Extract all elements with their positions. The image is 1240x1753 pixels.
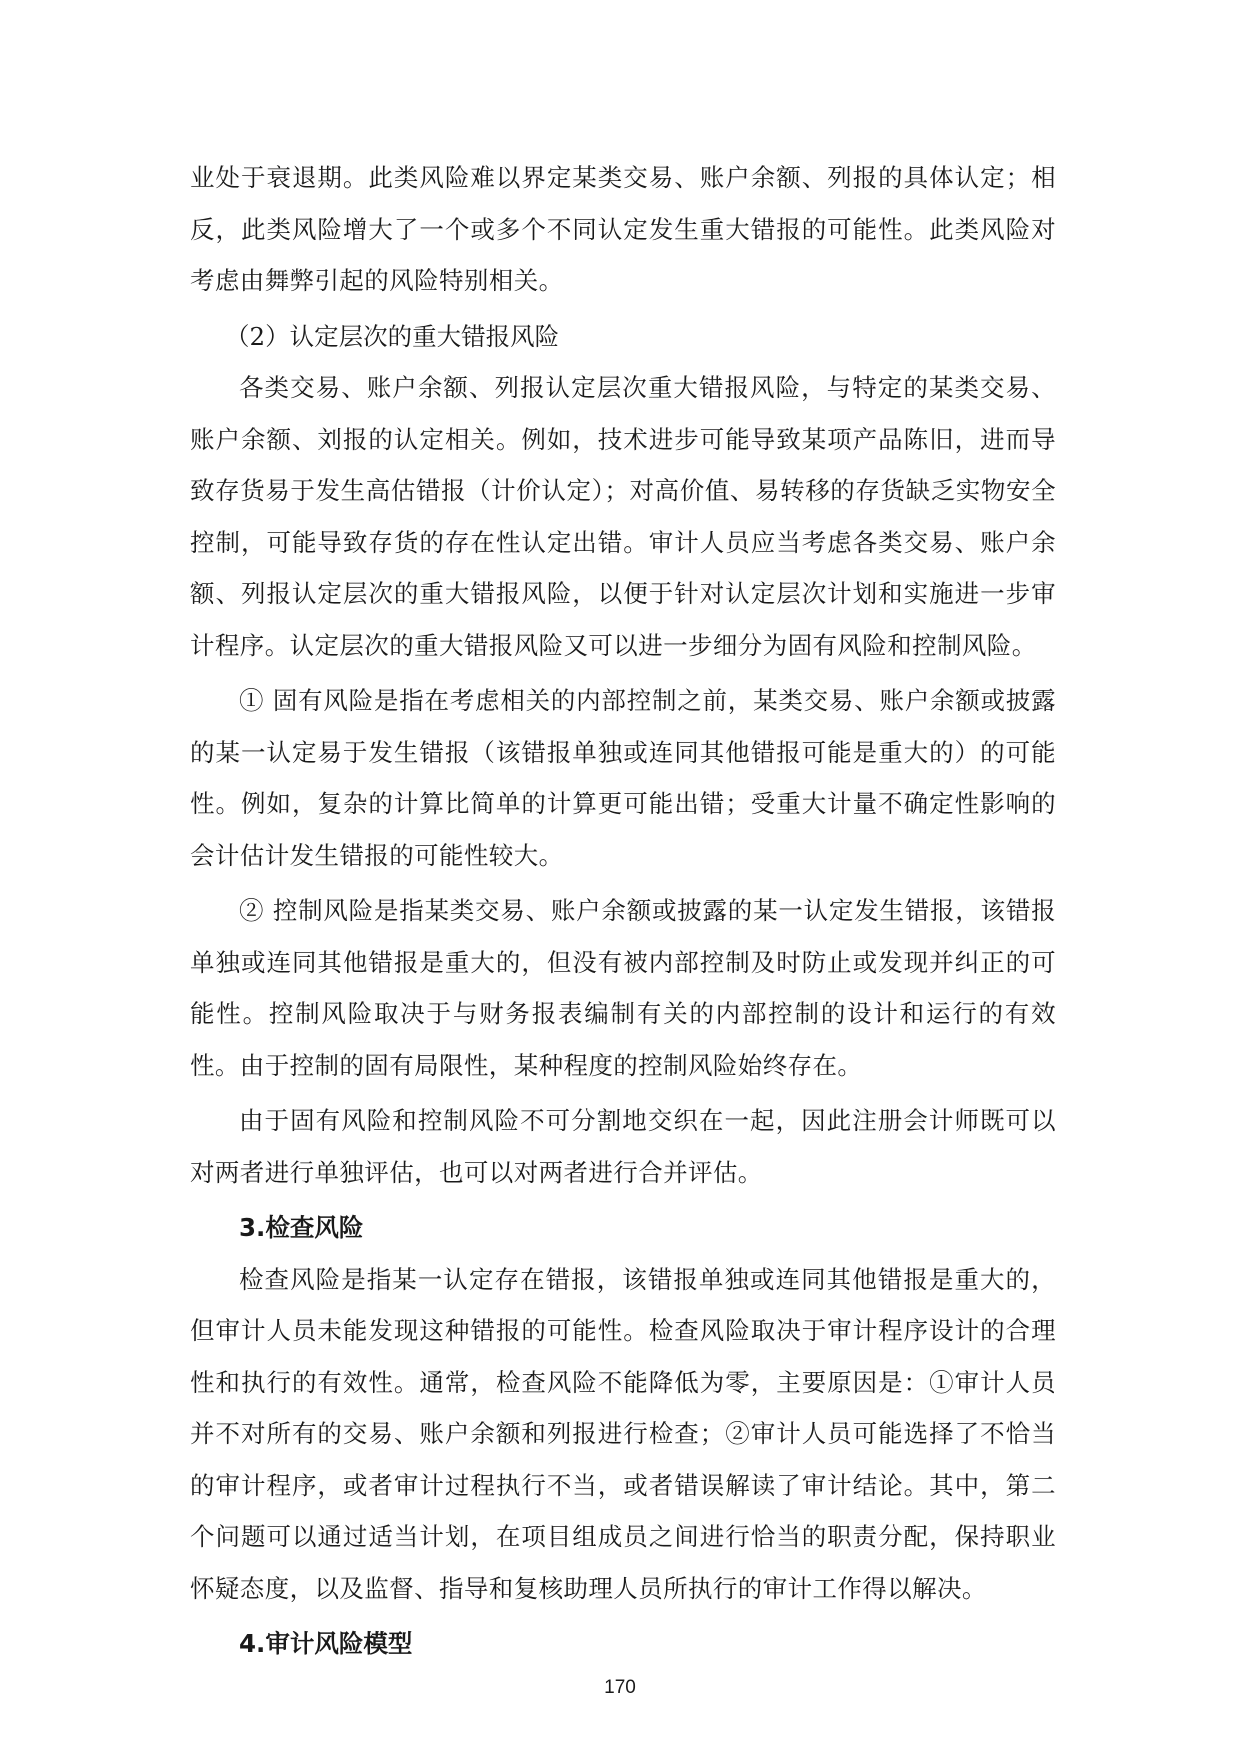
paragraph-continued: 业处于衰退期。此类风险难以界定某类交易、账户余额、列报的具体认定；相反，此类风险增大了一个或多个不同认定发生重大错报的可能性。此类风险对考虑由舞弊引起的风险特别相关。 (190, 163, 1056, 295)
section-heading-audit-risk-model: 4.审计风险模型 (239, 1629, 413, 1658)
paragraph-combined-assessment: 由于固有风险和控制风险不可分割地交织在一起，因此注册会计师既可以对两者进行单独评估，也可以对两者进行合并评估。 (190, 1106, 1056, 1187)
subheading-assertion-level-risk: （2）认定层次的重大错报风险 (225, 321, 560, 351)
page-body (190, 152, 1056, 1670)
paragraph-detection-risk: 检查风险是指某一认定存在错报，该错报单独或连同其他错报是重大的，但审计人员未能发现这种错报的可能性。检查风险取决于审计程序设计的合理性和执行的有效性。通常，检查风险不能降低为零，主要原因是：①审计人员并不对所有的交易、账户余额和列报进行检查；②审计人员可能选择了不恰当的审计程序，或者审计过程执行不当，或者错误解读了审计结论。其中，第二个问题可以通过适当计划，在项目组成员之间进行恰当的职责分配，保持职业怀疑态度，以及监督、指导和复核助理人员所执行的审计工作得以解决。 (190, 1264, 1056, 1603)
paragraph-inherent-risk: ① 固有风险是指在考虑相关的内部控制之前，某类交易、账户余额或披露的某一认定易于发生错报（该错报单独或连同其他错报可能是重大的）的可能性。例如，复杂的计算比简单的计算更可能出错；受重大计量不确定性影响的会计估计发生错报的可能性较大。 (190, 686, 1056, 870)
section-heading-detection-risk: 3.检查风险 (239, 1213, 364, 1242)
paragraph-assertion-level-risk: 各类交易、账户余额、列报认定层次重大错报风险，与特定的某类交易、账户余额、刘报的认定相关。例如，技术进步可能导致某项产品陈旧，进而导致存货易于发生高估错报（计价认定）；对高价值、易转移的存货缺乏实物安全控制，可能导致存货的存在性认定出错。审计人员应当考虑各类交易、账户余额、列报认定层次的重大错报风险，以便于针对认定层次计划和实施进一步审计程序。认定层次的重大错报风险又可以进一步细分为固有风险和控制风险。 (190, 373, 1056, 660)
paragraph-control-risk: ② 控制风险是指某类交易、账户余额或披露的某一认定发生错报，该错报单独或连同其他错报是重大的，但没有被内部控制及时防止或发现并纠正的可能性。控制风险取决于与财务报表编制有关的内部控制的设计和运行的有效性。由于控制的固有局限性，某种程度的控制风险始终存在。 (190, 896, 1056, 1080)
page-number: 170 (604, 1677, 636, 1698)
